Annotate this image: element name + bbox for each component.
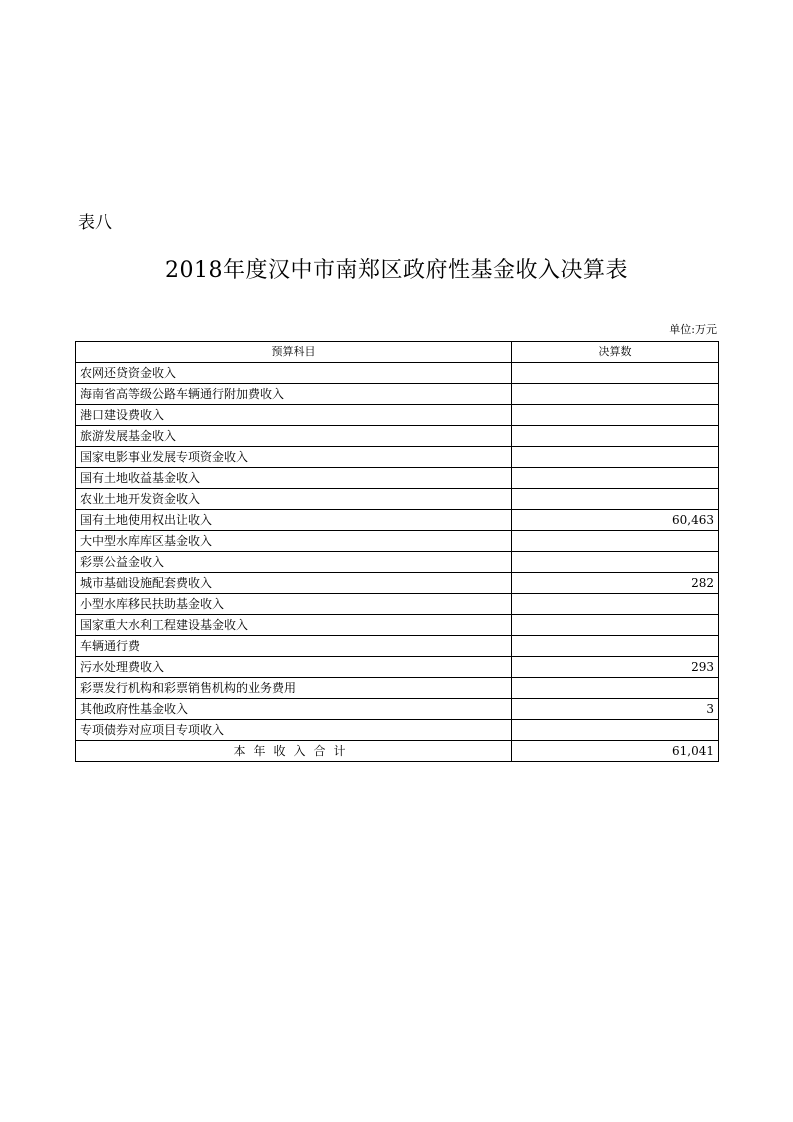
row-item-label: 彩票公益金收入 (76, 552, 512, 573)
row-amount-value (512, 363, 719, 384)
row-item-label: 专项债券对应项目专项收入 (76, 720, 512, 741)
row-amount-value (512, 384, 719, 405)
row-amount-value (512, 552, 719, 573)
row-amount-value (512, 615, 719, 636)
total-label: 本年收入合计 (76, 741, 512, 762)
row-amount-value: 3 (512, 699, 719, 720)
row-amount-value (512, 594, 719, 615)
row-amount-value: 293 (512, 657, 719, 678)
table-body (76, 363, 719, 762)
row-amount-value (512, 405, 719, 426)
row-item-label: 国有土地使用权出让收入 (76, 510, 512, 531)
table-row (76, 531, 719, 552)
table-row (76, 405, 719, 426)
table-row (76, 489, 719, 510)
table-number-label: 表八 (78, 213, 112, 233)
table-row (76, 384, 719, 405)
table-row (76, 699, 719, 720)
row-item-label: 国家重大水利工程建设基金收入 (76, 615, 512, 636)
row-item-label: 国有土地收益基金收入 (76, 468, 512, 489)
header-row (76, 342, 719, 363)
table-row (76, 657, 719, 678)
row-item-label: 国家电影事业发展专项资金收入 (76, 447, 512, 468)
fund-revenue-table (75, 341, 719, 762)
row-item-label: 污水处理费收入 (76, 657, 512, 678)
table-header (76, 342, 719, 363)
row-amount-value (512, 447, 719, 468)
column-header-amount: 决算数 (512, 342, 719, 363)
row-item-label: 城市基础设施配套费收入 (76, 573, 512, 594)
table-row (76, 426, 719, 447)
table-row (76, 510, 719, 531)
table-row (76, 720, 719, 741)
row-item-label: 农业土地开发资金收入 (76, 489, 512, 510)
row-item-label: 大中型水库库区基金收入 (76, 531, 512, 552)
table-row (76, 573, 719, 594)
row-amount-value (512, 720, 719, 741)
row-amount-value (512, 468, 719, 489)
row-amount-value (512, 426, 719, 447)
row-item-label: 彩票发行机构和彩票销售机构的业务费用 (76, 678, 512, 699)
row-item-label: 农网还贷资金收入 (76, 363, 512, 384)
page-title: 2018年度汉中市南郑区政府性基金收入决算表 (165, 258, 628, 283)
row-amount-value (512, 636, 719, 657)
table-row (76, 594, 719, 615)
row-amount-value: 282 (512, 573, 719, 594)
row-item-label: 港口建设费收入 (76, 405, 512, 426)
row-amount-value (512, 531, 719, 552)
table-row (76, 447, 719, 468)
column-header-item: 预算科目 (76, 342, 512, 363)
table-row (76, 678, 719, 699)
row-item-label: 其他政府性基金收入 (76, 699, 512, 720)
table-row (76, 552, 719, 573)
row-amount-value (512, 489, 719, 510)
unit-label: 单位:万元 (669, 323, 717, 336)
total-amount-value: 61,041 (512, 741, 719, 762)
table-row (76, 363, 719, 384)
row-item-label: 小型水库移民扶助基金收入 (76, 594, 512, 615)
table-row (76, 636, 719, 657)
row-item-label: 海南省高等级公路车辆通行附加费收入 (76, 384, 512, 405)
row-amount-value: 60,463 (512, 510, 719, 531)
row-amount-value (512, 678, 719, 699)
row-item-label: 车辆通行费 (76, 636, 512, 657)
table-row (76, 468, 719, 489)
total-row (76, 741, 719, 762)
table-row (76, 615, 719, 636)
row-item-label: 旅游发展基金收入 (76, 426, 512, 447)
